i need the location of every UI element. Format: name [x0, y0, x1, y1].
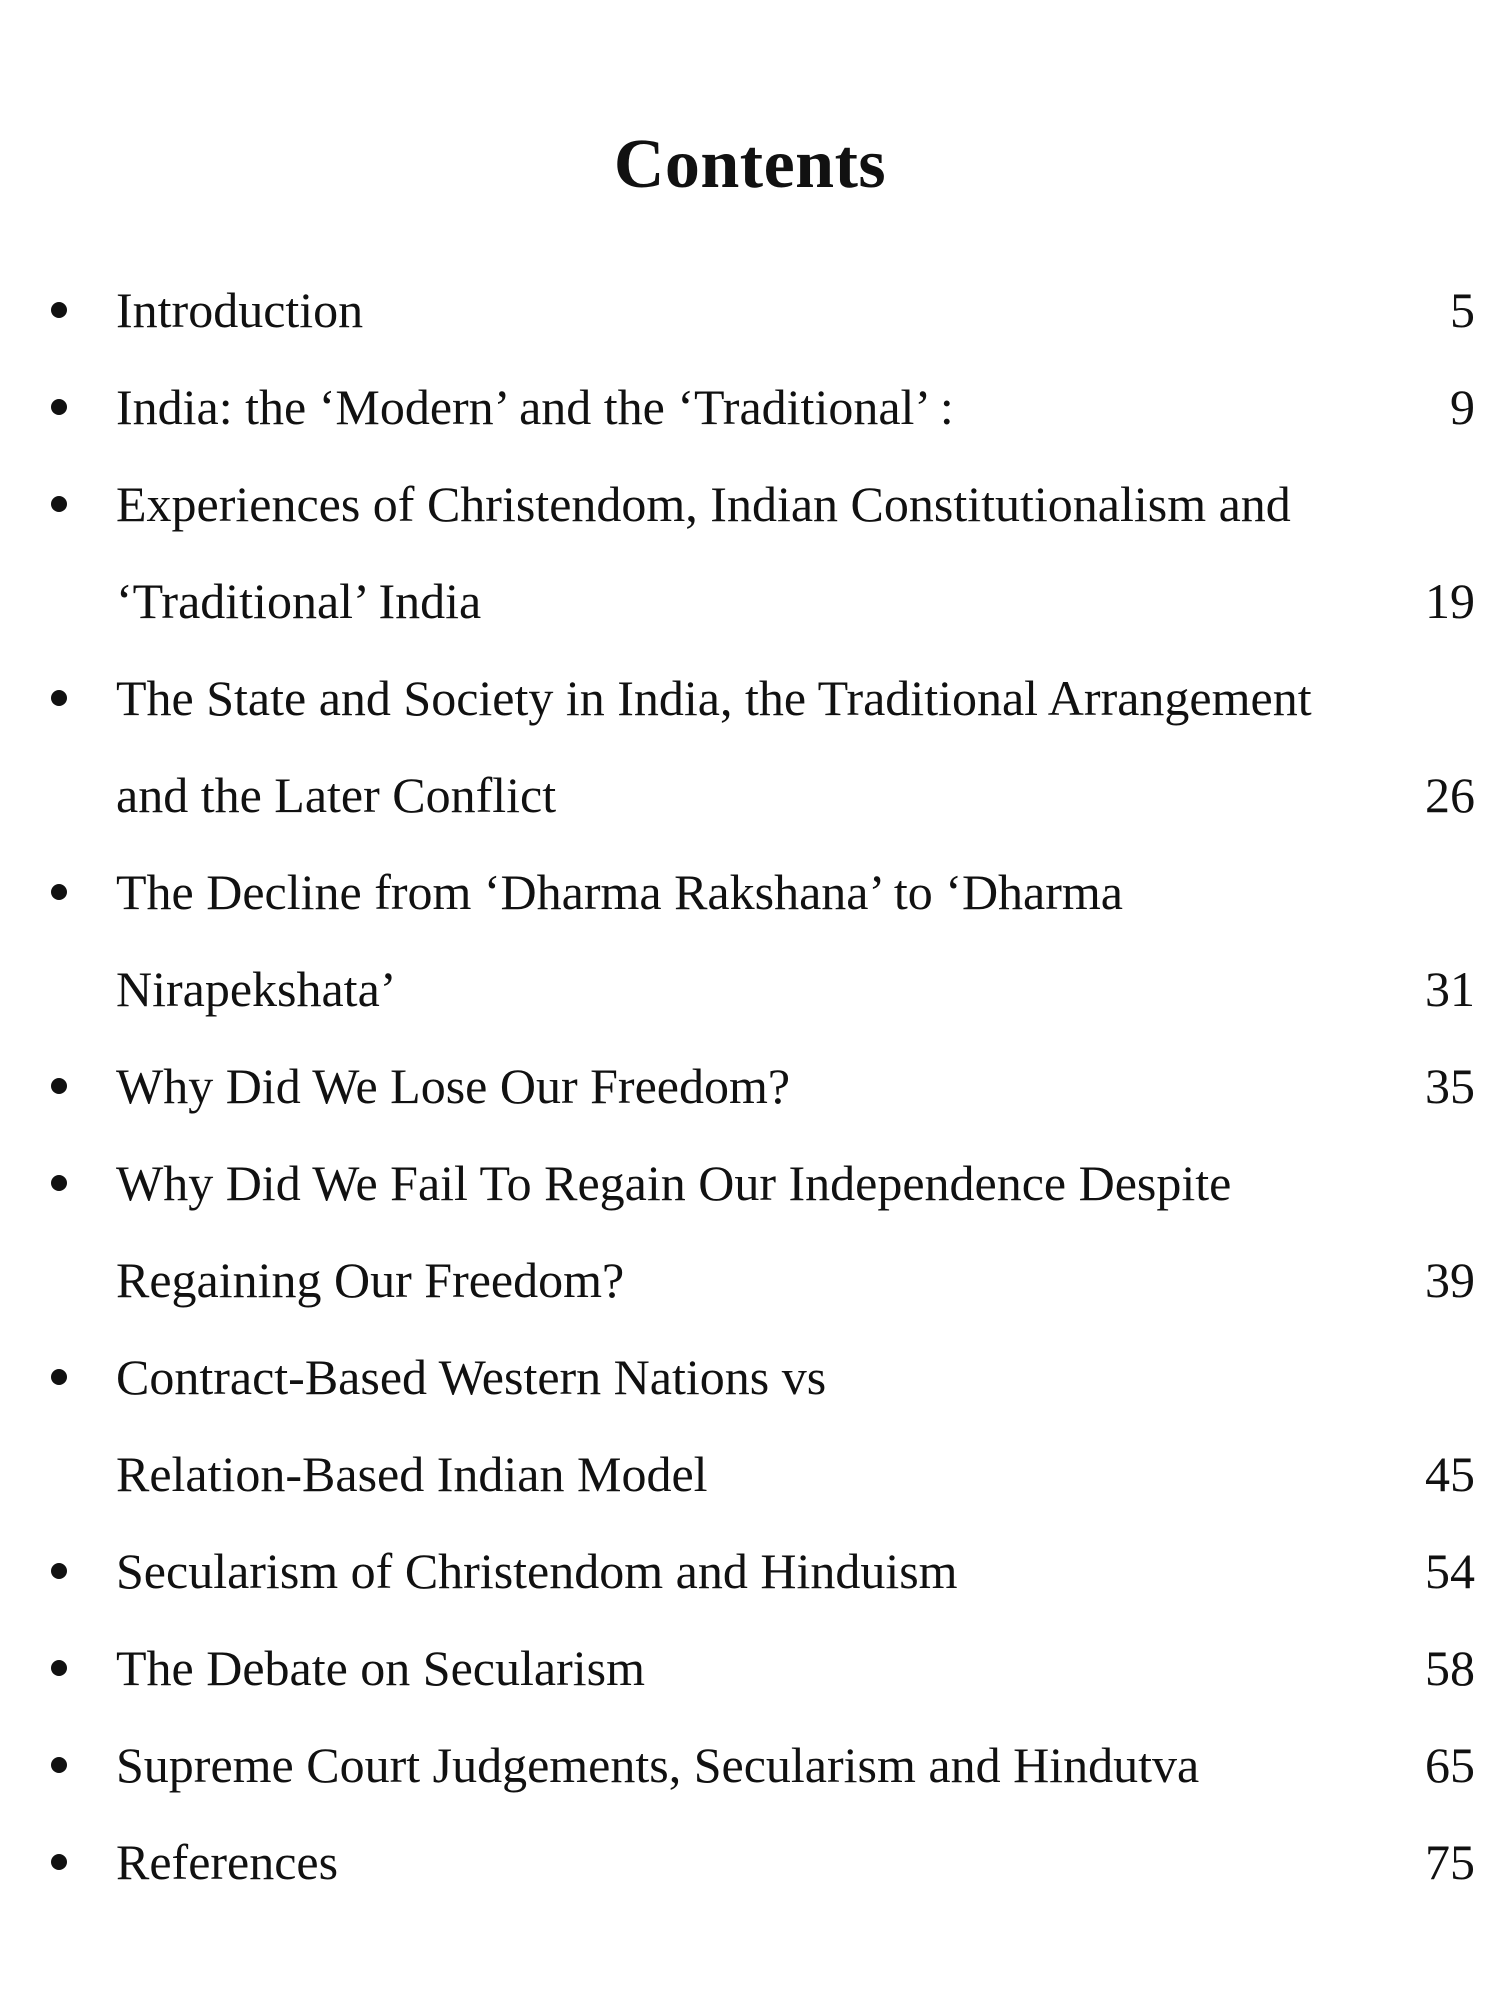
toc-entry-title: Experiences of Christendom, Indian Constitutionalism and: [116, 476, 1291, 532]
table-of-contents: [0, 262, 1500, 1911]
toc-page-number: 65: [1425, 1737, 1475, 1793]
toc-page-number: 45: [1425, 1446, 1475, 1502]
toc-entry: [0, 1329, 1500, 1523]
toc-entry-title: Relation-Based Indian Model: [116, 1446, 708, 1502]
toc-page-number: 58: [1425, 1640, 1475, 1696]
toc-entry-title: ‘Traditional’ India: [116, 573, 482, 629]
toc-entry-line: [0, 1426, 1500, 1523]
toc-entry: [0, 1135, 1500, 1329]
bullet-icon: [51, 302, 67, 318]
toc-entry-line: [0, 1232, 1500, 1329]
toc-entry-title: Contract-Based Western Nations vs: [116, 1349, 827, 1405]
toc-entry-title: India: the ‘Modern’ and the ‘Traditional’ :: [116, 379, 954, 435]
toc-entry-line: [0, 747, 1500, 844]
toc-entry-title: Introduction: [116, 282, 364, 338]
toc-entry-title: Why Did We Fail To Regain Our Independence Despite: [116, 1155, 1232, 1211]
toc-entry-title: The Decline from ‘Dharma Rakshana’ to ‘Dharma: [116, 864, 1123, 920]
toc-entry: [0, 456, 1500, 650]
toc-entry-line: [0, 650, 1500, 747]
toc-entry-line: [0, 553, 1500, 650]
toc-entry-line: [0, 844, 1500, 941]
bullet-icon: [51, 884, 67, 900]
toc-page-number: 19: [1425, 573, 1475, 629]
toc-entry: [0, 1523, 1500, 1620]
bullet-icon: [51, 496, 67, 512]
bullet-icon: [51, 399, 67, 415]
bullet-icon: [51, 1175, 67, 1191]
toc-entry-title: The Debate on Secularism: [116, 1640, 645, 1696]
toc-page-number: 35: [1425, 1058, 1475, 1114]
toc-entry-line: [0, 1717, 1500, 1814]
toc-entry-line: [0, 941, 1500, 1038]
toc-entry-line: [0, 359, 1500, 456]
toc-entry-line: [0, 1135, 1500, 1232]
toc-entry-line: [0, 1620, 1500, 1717]
toc-page-number: 5: [1450, 282, 1475, 338]
page-title: Contents: [613, 126, 887, 203]
toc-entry: [0, 1620, 1500, 1717]
toc-entry-title: Regaining Our Freedom?: [116, 1252, 625, 1308]
toc-entry: [0, 1038, 1500, 1135]
toc-entry-line: [0, 1329, 1500, 1426]
toc-entry: [0, 650, 1500, 844]
bullet-icon: [51, 1854, 67, 1870]
toc-entry: [0, 262, 1500, 359]
toc-page-number: 26: [1425, 767, 1475, 823]
bullet-icon: [51, 1078, 67, 1094]
toc-entry-title: Secularism of Christendom and Hinduism: [116, 1543, 958, 1599]
toc-entry-line: [0, 1523, 1500, 1620]
toc-page-number: 54: [1425, 1543, 1475, 1599]
toc-entry-line: [0, 456, 1500, 553]
bullet-icon: [51, 1757, 67, 1773]
toc-entry-line: [0, 1814, 1500, 1911]
toc-entry: [0, 359, 1500, 456]
toc-entry-title: The State and Society in India, the Traditional Arrangement: [116, 670, 1312, 726]
bullet-icon: [51, 1369, 67, 1385]
toc-entry: [0, 844, 1500, 1038]
bullet-icon: [51, 1660, 67, 1676]
bullet-icon: [51, 690, 67, 706]
toc-entry: [0, 1717, 1500, 1814]
toc-entry-line: [0, 262, 1500, 359]
toc-entry-title: Supreme Court Judgements, Secularism and Hindutva: [116, 1737, 1200, 1793]
bullet-icon: [51, 1563, 67, 1579]
toc-entry-line: [0, 1038, 1500, 1135]
toc-page-number: 75: [1425, 1834, 1475, 1890]
toc-entry: [0, 1814, 1500, 1911]
toc-page-number: 39: [1425, 1252, 1475, 1308]
toc-entry-title: References: [116, 1834, 339, 1890]
toc-page-number: 31: [1425, 961, 1475, 1017]
toc-entry-title: and the Later Conflict: [116, 767, 557, 823]
toc-entry-title: Nirapekshata’: [116, 961, 397, 1017]
toc-entry-title: Why Did We Lose Our Freedom?: [116, 1058, 791, 1114]
toc-page-number: 9: [1450, 379, 1475, 435]
